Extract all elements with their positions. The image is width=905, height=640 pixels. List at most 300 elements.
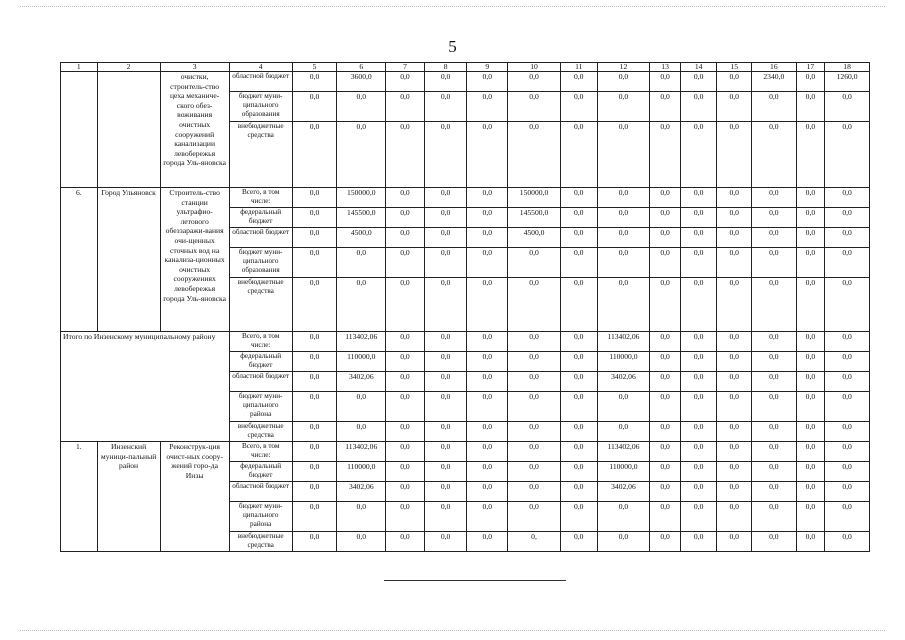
amount-cell: 0,0 xyxy=(717,278,752,332)
amount-cell: 0,0 xyxy=(796,248,824,278)
amount-cell: 0,0 xyxy=(508,72,561,92)
amount-cell: 0,0 xyxy=(560,208,597,228)
column-number: 10 xyxy=(508,63,561,72)
column-number: 6 xyxy=(337,63,386,72)
funding-source: областной бюджет xyxy=(229,372,292,392)
amount-cell: 0,0 xyxy=(560,392,597,422)
amount-cell: 113402,06 xyxy=(337,442,386,462)
amount-cell: 110000,0 xyxy=(597,462,650,482)
column-number: 17 xyxy=(796,63,824,72)
amount-cell: 0,0 xyxy=(560,482,597,502)
amount-cell: 0,0 xyxy=(467,502,508,532)
amount-cell: 150000,0 xyxy=(337,188,386,208)
amount-cell: 0,0 xyxy=(650,72,680,92)
amount-cell: 0,0 xyxy=(796,92,824,122)
funding-source: областной бюджет xyxy=(229,482,292,502)
column-number: 1 xyxy=(61,63,98,72)
amount-cell: 0,0 xyxy=(424,352,467,372)
column-number: 14 xyxy=(680,63,717,72)
amount-cell: 0,0 xyxy=(597,502,650,532)
amount-cell: 0,0 xyxy=(386,532,425,552)
amount-cell: 0,0 xyxy=(751,248,796,278)
amount-cell: 0,0 xyxy=(386,482,425,502)
row-number xyxy=(61,72,98,188)
amount-cell: 113402,06 xyxy=(597,442,650,462)
amount-cell: 0,0 xyxy=(825,392,870,422)
amount-cell: 0,0 xyxy=(796,422,824,442)
amount-cell: 0,0 xyxy=(424,422,467,442)
amount-cell: 0,0 xyxy=(650,352,680,372)
table-body xyxy=(61,63,870,552)
funding-source: внебюджетные средства xyxy=(229,422,292,442)
amount-cell: 110000,0 xyxy=(337,352,386,372)
amount-cell: 0,0 xyxy=(717,332,752,352)
amount-cell: 0,0 xyxy=(560,462,597,482)
amount-cell: 0,0 xyxy=(292,392,337,422)
amount-cell: 0,0 xyxy=(508,392,561,422)
amount-cell: 0,0 xyxy=(337,122,386,188)
amount-cell: 0,0 xyxy=(650,332,680,352)
funding-source: федеральный бюджет xyxy=(229,208,292,228)
amount-cell: 0,0 xyxy=(650,502,680,532)
funding-source: внебюджетные средства xyxy=(229,532,292,552)
amount-cell: 0,0 xyxy=(796,278,824,332)
column-number: 13 xyxy=(650,63,680,72)
amount-cell: 3402,06 xyxy=(597,482,650,502)
amount-cell: 0,0 xyxy=(508,278,561,332)
amount-cell: 0,0 xyxy=(292,372,337,392)
amount-cell: 0,0 xyxy=(292,278,337,332)
amount-cell: 0,0 xyxy=(597,92,650,122)
amount-cell: 0,0 xyxy=(650,228,680,248)
amount-cell: 0,0 xyxy=(337,248,386,278)
amount-cell: 0,0 xyxy=(717,442,752,462)
amount-cell: 0,0 xyxy=(825,442,870,462)
amount-cell: 0,0 xyxy=(680,532,717,552)
amount-cell: 0,0 xyxy=(424,92,467,122)
amount-cell: 0,0 xyxy=(751,442,796,462)
funding-source: федеральный бюджет xyxy=(229,352,292,372)
amount-cell: 0,0 xyxy=(467,72,508,92)
amount-cell: 0,0 xyxy=(751,372,796,392)
amount-cell: 2340,0 xyxy=(751,72,796,92)
amount-cell: 0,0 xyxy=(597,122,650,188)
row-number: 1. xyxy=(61,442,98,552)
amount-cell: 0,0 xyxy=(424,502,467,532)
amount-cell: 0,0 xyxy=(825,122,870,188)
amount-cell: 0,0 xyxy=(467,462,508,482)
amount-cell: 0,0 xyxy=(424,228,467,248)
amount-cell: 0,0 xyxy=(751,352,796,372)
amount-cell: 0,0 xyxy=(825,248,870,278)
column-number: 8 xyxy=(424,63,467,72)
amount-cell: 0,0 xyxy=(292,188,337,208)
amount-cell: 4500,0 xyxy=(508,228,561,248)
funding-source: федеральный бюджет xyxy=(229,462,292,482)
amount-cell: 0,0 xyxy=(386,332,425,352)
amount-cell: 0,0 xyxy=(560,92,597,122)
column-number: 18 xyxy=(825,63,870,72)
funding-source: областной бюджет xyxy=(229,72,292,92)
amount-cell: 0,0 xyxy=(680,228,717,248)
amount-cell: 3600,0 xyxy=(337,72,386,92)
funding-source: бюджет муни-ципального района xyxy=(229,502,292,532)
funding-source: Всего, в том числе: xyxy=(229,442,292,462)
amount-cell: 0,0 xyxy=(386,72,425,92)
amount-cell: 0,0 xyxy=(796,462,824,482)
amount-cell: 0,0 xyxy=(825,372,870,392)
amount-cell: 0,0 xyxy=(424,532,467,552)
amount-cell: 0,0 xyxy=(680,332,717,352)
amount-cell: 0,0 xyxy=(467,92,508,122)
funding-source: внебюджетные средства xyxy=(229,278,292,332)
amount-cell: 0,0 xyxy=(292,208,337,228)
amount-cell: 0,0 xyxy=(292,352,337,372)
column-number: 7 xyxy=(386,63,425,72)
amount-cell: 0,0 xyxy=(680,462,717,482)
amount-cell: 0,0 xyxy=(751,278,796,332)
amount-cell: 0,0 xyxy=(292,482,337,502)
amount-cell: 0,0 xyxy=(825,532,870,552)
amount-cell: 0,0 xyxy=(680,442,717,462)
amount-cell: 0,0 xyxy=(680,188,717,208)
amount-cell: 0,0 xyxy=(597,278,650,332)
amount-cell: 1260,0 xyxy=(825,72,870,92)
amount-cell: 0,0 xyxy=(680,72,717,92)
amount-cell: 0,0 xyxy=(597,208,650,228)
amount-cell: 0,0 xyxy=(560,442,597,462)
amount-cell: 0,0 xyxy=(650,462,680,482)
amount-cell: 0,0 xyxy=(825,278,870,332)
amount-cell: 0,0 xyxy=(717,372,752,392)
amount-cell: 0,0 xyxy=(508,352,561,372)
amount-cell: 0,0 xyxy=(717,392,752,422)
amount-cell: 0,0 xyxy=(717,92,752,122)
amount-cell: 0,0 xyxy=(825,462,870,482)
amount-cell: 0,0 xyxy=(424,188,467,208)
amount-cell: 0,0 xyxy=(560,502,597,532)
amount-cell: 0,0 xyxy=(560,372,597,392)
amount-cell: 0,0 xyxy=(386,278,425,332)
amount-cell: 0,0 xyxy=(717,208,752,228)
amount-cell: 3402,06 xyxy=(337,372,386,392)
amount-cell: 0,0 xyxy=(424,372,467,392)
amount-cell: 0,0 xyxy=(717,482,752,502)
amount-cell: 0,0 xyxy=(717,188,752,208)
column-number: 16 xyxy=(751,63,796,72)
amount-cell: 0,0 xyxy=(717,248,752,278)
amount-cell: 0,0 xyxy=(717,422,752,442)
amount-cell: 0,0 xyxy=(467,278,508,332)
amount-cell: 0,0 xyxy=(508,502,561,532)
amount-cell: 0,0 xyxy=(650,188,680,208)
amount-cell: 0,0 xyxy=(825,188,870,208)
amount-cell: 0,0 xyxy=(560,188,597,208)
amount-cell: 0,0 xyxy=(560,332,597,352)
amount-cell: 0,0 xyxy=(825,332,870,352)
funding-source: внебюджетные средства xyxy=(229,122,292,188)
amount-cell: 0,0 xyxy=(825,352,870,372)
column-number: 5 xyxy=(292,63,337,72)
amount-cell: 0,0 xyxy=(337,502,386,532)
amount-cell: 0,0 xyxy=(337,92,386,122)
amount-cell: 0,0 xyxy=(717,532,752,552)
municipality-name: Город Ульяновск xyxy=(97,188,160,332)
page-number: 5 xyxy=(448,37,457,56)
amount-cell: 0,0 xyxy=(680,92,717,122)
amount-cell: 0,0 xyxy=(751,532,796,552)
amount-cell: 0,0 xyxy=(292,442,337,462)
amount-cell: 0,0 xyxy=(717,502,752,532)
amount-cell: 0,0 xyxy=(292,122,337,188)
amount-cell: 0,0 xyxy=(508,482,561,502)
amount-cell: 3402,06 xyxy=(337,482,386,502)
funding-source: бюджет муни-ципального района xyxy=(229,392,292,422)
amount-cell: 0,0 xyxy=(508,92,561,122)
amount-cell: 0,0 xyxy=(386,462,425,482)
amount-cell: 3402,06 xyxy=(597,372,650,392)
amount-cell: 0,0 xyxy=(467,442,508,462)
amount-cell: 4500,0 xyxy=(337,228,386,248)
table-row xyxy=(61,442,870,462)
amount-cell: 0,0 xyxy=(386,92,425,122)
amount-cell: 0,0 xyxy=(467,532,508,552)
amount-cell: 0,0 xyxy=(680,208,717,228)
amount-cell: 0,0 xyxy=(560,532,597,552)
amount-cell: 0,0 xyxy=(680,248,717,278)
amount-cell: 0,0 xyxy=(386,122,425,188)
amount-cell: 0,0 xyxy=(508,422,561,442)
amount-cell: 0,0 xyxy=(680,352,717,372)
project-description: Реконструк-ция очист-ных соору-жений горо-да Инзы xyxy=(160,442,229,552)
amount-cell: 0,0 xyxy=(508,122,561,188)
amount-cell: 0,0 xyxy=(467,352,508,372)
amount-cell: 0,0 xyxy=(796,122,824,188)
amount-cell: 0,0 xyxy=(825,92,870,122)
amount-cell: 0,0 xyxy=(597,228,650,248)
amount-cell: 0,0 xyxy=(292,228,337,248)
amount-cell: 0,0 xyxy=(751,92,796,122)
amount-cell: 0,0 xyxy=(650,122,680,188)
total-label: Итого по Инзенскому муниципальному району xyxy=(61,332,230,442)
municipality-name: Инзенский муници-пальный район xyxy=(97,442,160,552)
amount-cell: 0,0 xyxy=(650,442,680,462)
funding-source: Всего, в том числе: xyxy=(229,332,292,352)
amount-cell: 0,0 xyxy=(751,188,796,208)
amount-cell: 0,0 xyxy=(650,482,680,502)
amount-cell: 0,0 xyxy=(467,208,508,228)
amount-cell: 0,0 xyxy=(751,122,796,188)
amount-cell: 0,0 xyxy=(292,248,337,278)
amount-cell: 0,0 xyxy=(560,122,597,188)
amount-cell: 0,0 xyxy=(650,422,680,442)
amount-cell: 0,0 xyxy=(424,72,467,92)
amount-cell: 0,0 xyxy=(386,188,425,208)
amount-cell: 0,0 xyxy=(386,228,425,248)
amount-cell: 0,0 xyxy=(424,442,467,462)
amount-cell: 0,0 xyxy=(597,422,650,442)
amount-cell: 0,0 xyxy=(650,208,680,228)
amount-cell: 0,0 xyxy=(825,228,870,248)
amount-cell: 145500,0 xyxy=(508,208,561,228)
table-row xyxy=(61,188,870,208)
amount-cell: 0,0 xyxy=(751,462,796,482)
amount-cell: 0,0 xyxy=(717,72,752,92)
amount-cell: 0,0 xyxy=(825,502,870,532)
amount-cell: 0,0 xyxy=(560,72,597,92)
footer-rule xyxy=(384,580,566,581)
amount-cell: 0,0 xyxy=(680,422,717,442)
column-number: 11 xyxy=(560,63,597,72)
amount-cell: 0,0 xyxy=(751,422,796,442)
amount-cell: 0,0 xyxy=(560,352,597,372)
amount-cell: 0,0 xyxy=(650,248,680,278)
amount-cell: 0,0 xyxy=(560,278,597,332)
amount-cell: 0,0 xyxy=(424,462,467,482)
amount-cell: 0,0 xyxy=(597,248,650,278)
amount-cell: 0,0 xyxy=(508,248,561,278)
amount-cell: 113402,06 xyxy=(597,332,650,352)
amount-cell: 0,0 xyxy=(292,462,337,482)
amount-cell: 0,0 xyxy=(424,392,467,422)
amount-cell: 0,0 xyxy=(560,422,597,442)
amount-cell: 0,0 xyxy=(292,422,337,442)
column-number: 15 xyxy=(717,63,752,72)
amount-cell: 0,0 xyxy=(717,122,752,188)
amount-cell: 0,0 xyxy=(467,188,508,208)
amount-cell: 0,0 xyxy=(386,208,425,228)
row-number: 6. xyxy=(61,188,98,332)
amount-cell: 0,0 xyxy=(292,332,337,352)
amount-cell: 0,0 xyxy=(796,208,824,228)
amount-cell: 0,0 xyxy=(560,248,597,278)
amount-cell: 0,0 xyxy=(424,248,467,278)
amount-cell: 0,0 xyxy=(597,188,650,208)
amount-cell: 0,0 xyxy=(650,92,680,122)
amount-cell: 0,0 xyxy=(424,278,467,332)
amount-cell: 0,0 xyxy=(717,228,752,248)
column-number: 3 xyxy=(160,63,229,72)
scan-artifact-bottom xyxy=(20,630,885,631)
amount-cell: 0,0 xyxy=(386,248,425,278)
amount-cell: 0,0 xyxy=(796,228,824,248)
amount-cell: 110000,0 xyxy=(597,352,650,372)
amount-cell: 0,0 xyxy=(597,532,650,552)
column-number: 2 xyxy=(97,63,160,72)
amount-cell: 0,0 xyxy=(680,372,717,392)
amount-cell: 0,0 xyxy=(597,72,650,92)
column-number: 12 xyxy=(597,63,650,72)
amount-cell: 0,0 xyxy=(386,392,425,422)
column-number: 9 xyxy=(467,63,508,72)
table-row xyxy=(61,332,870,352)
amount-cell: 0,0 xyxy=(467,248,508,278)
amount-cell: 0,0 xyxy=(424,208,467,228)
amount-cell: 0,0 xyxy=(424,122,467,188)
amount-cell: 0,0 xyxy=(650,372,680,392)
amount-cell: 0,0 xyxy=(650,278,680,332)
amount-cell: 0,0 xyxy=(467,482,508,502)
amount-cell: 0,0 xyxy=(508,372,561,392)
amount-cell: 0,0 xyxy=(424,332,467,352)
table-row xyxy=(61,72,870,92)
amount-cell: 145500,0 xyxy=(337,208,386,228)
amount-cell: 0,0 xyxy=(751,208,796,228)
project-description: очистки, строитель-ство цеха механиче-ского обез-воживания очистных сооружений канализации левобережья города Уль-яновска xyxy=(160,72,229,188)
amount-cell: 0,0 xyxy=(386,442,425,462)
municipality-name xyxy=(97,72,160,188)
amount-cell: 0,0 xyxy=(796,532,824,552)
amount-cell: 0,0 xyxy=(680,392,717,422)
amount-cell: 0,0 xyxy=(386,372,425,392)
amount-cell: 0,0 xyxy=(751,502,796,532)
amount-cell: 0,0 xyxy=(467,228,508,248)
column-number: 4 xyxy=(229,63,292,72)
amount-cell: 0,0 xyxy=(467,332,508,352)
amount-cell: 0,0 xyxy=(337,278,386,332)
amount-cell: 0,0 xyxy=(717,352,752,372)
amount-cell: 0,0 xyxy=(467,122,508,188)
amount-cell: 0,0 xyxy=(796,502,824,532)
amount-cell: 0,0 xyxy=(337,532,386,552)
funding-source: бюджет муни-ципального образования xyxy=(229,92,292,122)
amount-cell: 0,0 xyxy=(424,482,467,502)
amount-cell: 0,0 xyxy=(386,502,425,532)
project-description: Строитель-ство станции ультрафио-летового обеззаражи-вания очи-щенных сточных вод на канализа-ционных очистных сооружениях левобережья города Уль-яновска xyxy=(160,188,229,332)
amount-cell: 0,0 xyxy=(796,372,824,392)
amount-cell: 0,0 xyxy=(597,392,650,422)
amount-cell: 0,0 xyxy=(796,188,824,208)
amount-cell: 0,0 xyxy=(796,72,824,92)
amount-cell: 0,0 xyxy=(796,392,824,422)
amount-cell: 0,0 xyxy=(467,392,508,422)
amount-cell: 0,0 xyxy=(508,332,561,352)
amount-cell: 0,0 xyxy=(650,532,680,552)
amount-cell: 0,0 xyxy=(292,72,337,92)
amount-cell: 0,0 xyxy=(796,482,824,502)
amount-cell: 0,0 xyxy=(751,482,796,502)
amount-cell: 0,0 xyxy=(680,122,717,188)
amount-cell: 0,0 xyxy=(337,392,386,422)
funding-source: Всего, в том числе: xyxy=(229,188,292,208)
amount-cell: 0,0 xyxy=(751,228,796,248)
amount-cell: 110000,0 xyxy=(337,462,386,482)
amount-cell: 0, xyxy=(508,532,561,552)
amount-cell: 0,0 xyxy=(825,482,870,502)
amount-cell: 0,0 xyxy=(751,332,796,352)
column-number-row xyxy=(61,63,870,72)
funding-source: бюджет муни-ципального образования xyxy=(229,248,292,278)
amount-cell: 113402,06 xyxy=(337,332,386,352)
amount-cell: 0,0 xyxy=(717,462,752,482)
amount-cell: 0,0 xyxy=(680,278,717,332)
amount-cell: 0,0 xyxy=(560,228,597,248)
budget-table xyxy=(60,62,870,552)
amount-cell: 0,0 xyxy=(467,422,508,442)
amount-cell: 0,0 xyxy=(825,422,870,442)
amount-cell: 0,0 xyxy=(337,422,386,442)
amount-cell: 0,0 xyxy=(796,332,824,352)
scan-artifact-top xyxy=(20,6,885,7)
amount-cell: 0,0 xyxy=(751,392,796,422)
amount-cell: 0,0 xyxy=(680,482,717,502)
amount-cell: 150000,0 xyxy=(508,188,561,208)
amount-cell: 0,0 xyxy=(650,392,680,422)
amount-cell: 0,0 xyxy=(292,502,337,532)
amount-cell: 0,0 xyxy=(680,502,717,532)
amount-cell: 0,0 xyxy=(508,462,561,482)
amount-cell: 0,0 xyxy=(796,442,824,462)
